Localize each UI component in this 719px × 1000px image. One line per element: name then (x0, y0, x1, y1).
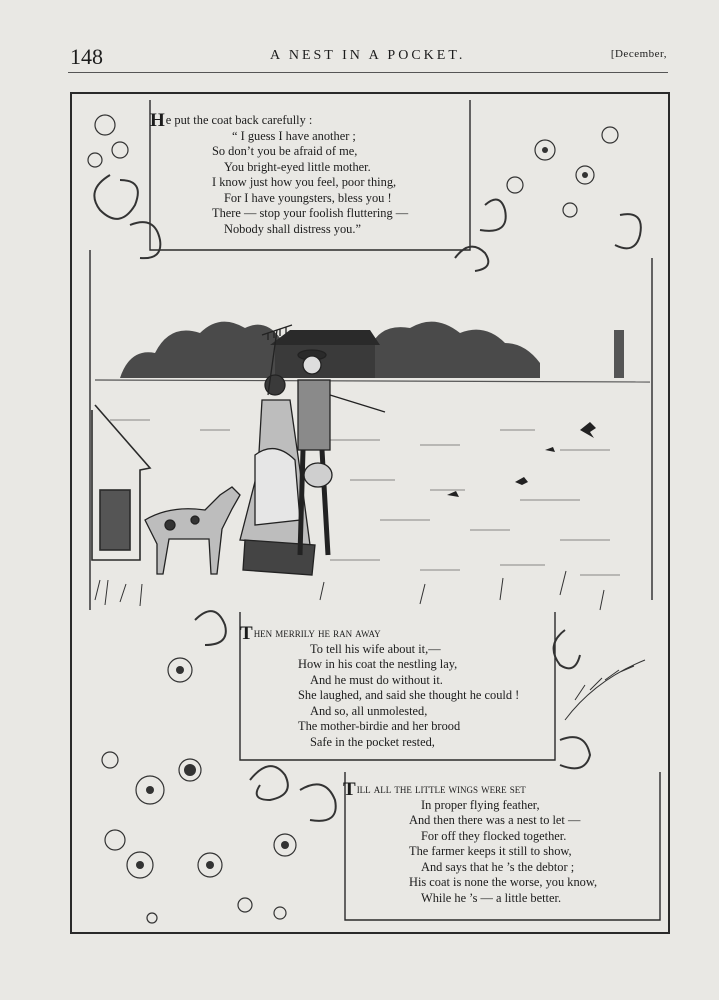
verse-line: e put the coat back carefully : (165, 113, 313, 127)
verse-line: The farmer keeps it still to show, (409, 844, 572, 858)
page-number: 148 (70, 44, 103, 69)
verse-line: “ I guess I have another ; (232, 128, 356, 143)
verse-line: For I have youngsters, bless you ! (224, 190, 392, 205)
verse-line: So don’t you be afraid of me, (212, 144, 358, 158)
verse-line: And says that he ’s the debtor ; (421, 859, 575, 874)
verse-line: Safe in the pocket rested, (310, 734, 435, 749)
verse-line: I know just how you feel, poor thing, (212, 175, 397, 189)
verse-line: And so, all unmolested, (310, 703, 428, 718)
running-title: A NEST IN A POCKET. (270, 48, 466, 63)
header-rule (68, 72, 668, 73)
dropcap-t: T (240, 623, 253, 644)
verse-line: The mother-birdie and her brood (298, 719, 461, 733)
verse-line: hen merrily he ran away (253, 626, 381, 640)
dropcap-t: T (343, 779, 356, 800)
stanza-1 (150, 110, 409, 237)
verse-line: And he must do without it. (310, 672, 443, 687)
verse-line: His coat is none the worse, you know, (409, 875, 598, 889)
issue-month: [December, (610, 48, 667, 60)
dropcap-h: H (150, 110, 165, 131)
verse-line: While he ’s — a little better. (421, 890, 562, 905)
verse-line: In proper flying feather, (421, 797, 540, 812)
verse-line: She laughed, and said she thought he could ! (298, 688, 520, 702)
verse-line: How in his coat the nestling lay, (298, 657, 458, 671)
verse-line: Nobody shall distress you.” (224, 221, 361, 236)
stanza-3 (343, 779, 598, 906)
stanza-2 (240, 623, 520, 750)
verse-line: To tell his wife about it,— (310, 641, 441, 656)
page-header (0, 0, 719, 80)
verse-line: ill all the little wings were set (356, 782, 526, 796)
verse-line: There — stop your foolish fluttering — (212, 206, 409, 220)
verse-line: For off they flocked together. (421, 828, 567, 843)
verse-line: You bright-eyed little mother. (224, 159, 371, 174)
verse-line: And then there was a nest to let — (409, 813, 581, 827)
